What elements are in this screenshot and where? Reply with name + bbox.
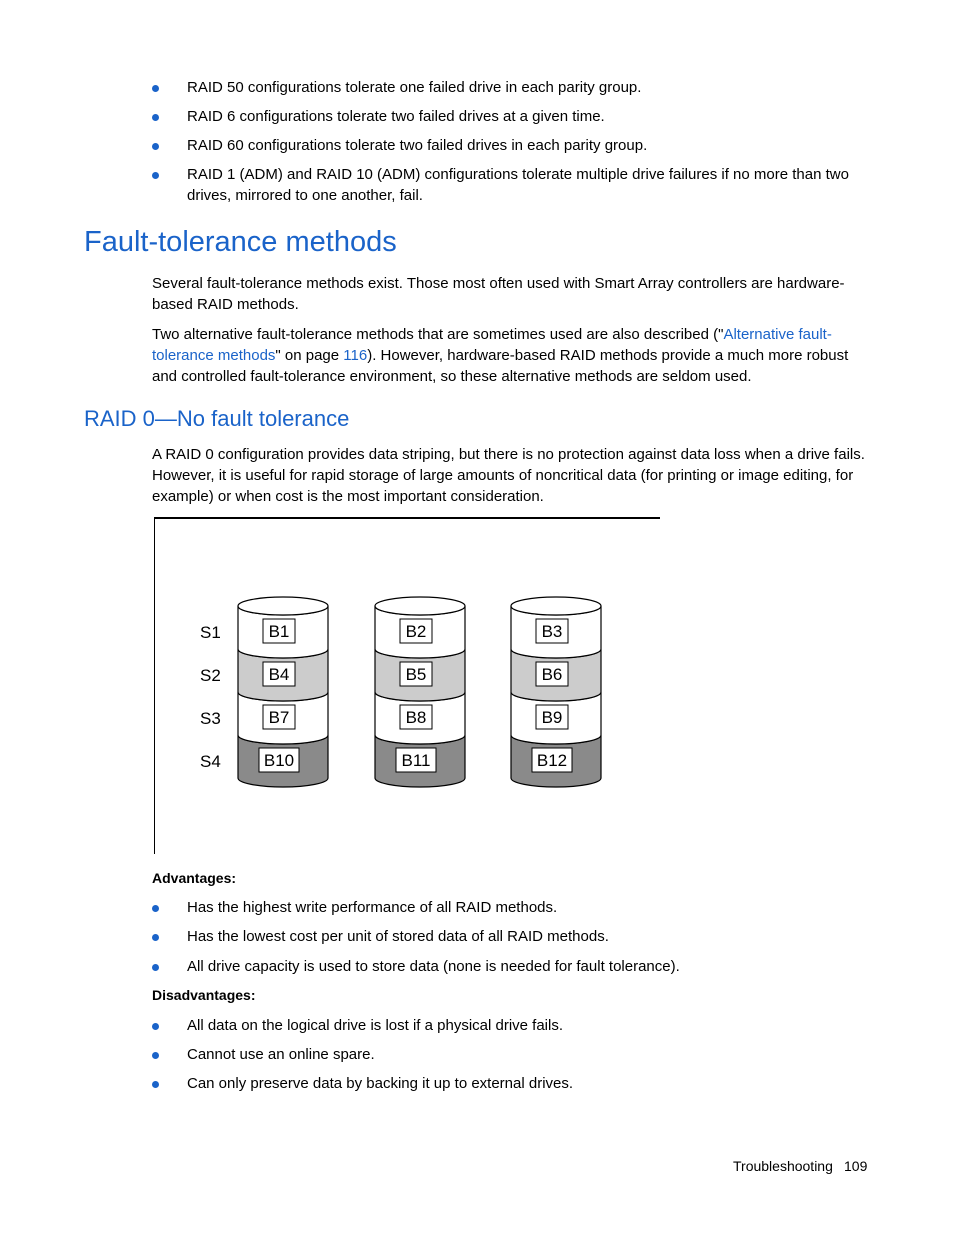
paragraph-text: Two alternative fault-tolerance methods that are sometimes used are also described (" [152,326,724,343]
bullet-text: RAID 60 configurations tolerate two failed drives in each parity group. [187,137,648,154]
list-item [152,164,872,206]
section-title: Fault-tolerance methods [84,226,397,258]
bullet-icon [152,143,159,150]
bullet-text: RAID 50 configurations tolerate one failed drive in each parity group. [187,79,642,96]
list-item [152,1044,872,1065]
bullet-icon [152,964,159,971]
paragraph-text: " on page [275,347,344,364]
list-item [152,897,872,918]
block-label: B11 [401,751,431,770]
alternative-methods-link[interactable]: Alternative fault-tolerance methods [152,326,832,364]
drive-top-cap [238,597,328,615]
disadvantages-label: Disadvantages: [152,987,256,1003]
drive-top-cap [375,597,465,615]
block-label: B7 [268,708,290,727]
bullet-icon [152,905,159,912]
list-item [152,135,872,156]
page-link[interactable]: 116 [343,347,368,364]
block-label: B9 [541,708,563,727]
block-label: B6 [541,665,563,684]
section-paragraph-1: Several fault-tolerance methods exist. Those most often used with Smart Array controllers are hardware-based RAID methods. [152,275,845,313]
list-item [152,1015,872,1036]
bullet-icon [152,114,159,121]
list-item [152,926,872,947]
page-number: 109 [844,1158,868,1174]
drive-top-cap [511,597,601,615]
bullet-icon [152,172,159,179]
raid0-diagram [190,590,620,800]
subsection-paragraph: A RAID 0 configuration provides data striping, but there is no protection against data loss when a drive fails. However, it is useful for rapid storage of large amounts of noncritical data (for printing or image editing, for example) or when cost is the most important consideration. [152,446,865,505]
stripe-label: S2 [200,666,221,685]
figure-top-border [154,517,660,519]
stripe-label: S3 [200,709,221,728]
bullet-text: Has the highest write performance of all RAID methods. [187,899,558,916]
block-label: B1 [268,622,290,641]
bullet-icon [152,934,159,941]
bullet-icon [152,1081,159,1088]
block-label: B5 [405,665,427,684]
stripe-label: S1 [200,623,221,642]
list-item [152,956,872,977]
block-label: B2 [405,622,427,641]
bullet-text: Can only preserve data by backing it up to external drives. [187,1075,574,1092]
bullet-text: RAID 1 (ADM) and RAID 10 (ADM) configurations tolerate multiple drive failures if no more than two drives, mirrored to one another, fail. [187,166,849,204]
block-label: B4 [268,665,290,684]
list-item [152,106,872,127]
bullet-text: All drive capacity is used to store data (none is needed for fault tolerance). [187,958,680,975]
stripe-label: S4 [200,752,221,771]
footer-section: Troubleshooting [733,1158,833,1174]
bullet-text: Has the lowest cost per unit of stored data of all RAID methods. [187,928,609,945]
bullet-icon [152,1023,159,1030]
section-paragraph-2 [152,324,874,387]
bullet-text: All data on the logical drive is lost if a physical drive fails. [187,1017,564,1034]
list-item [152,1073,872,1094]
bullet-text: Cannot use an online spare. [187,1046,375,1063]
bullet-text: RAID 6 configurations tolerate two failed drives at a given time. [187,108,605,125]
bullet-icon [152,1052,159,1059]
subsection-title: RAID 0—No fault tolerance [84,406,350,431]
block-label: B8 [405,708,427,727]
paragraph-text: ). However, hardware-based RAID methods provide a much more robust and controlled fault-tolerance environment, so these alternative methods are seldom used. [152,347,849,385]
advantages-label: Advantages: [152,870,237,886]
figure-left-border [154,517,155,854]
list-item [152,77,872,98]
bullet-icon [152,85,159,92]
block-label: B10 [263,751,295,770]
block-label: B12 [536,751,568,770]
block-label: B3 [541,622,563,641]
